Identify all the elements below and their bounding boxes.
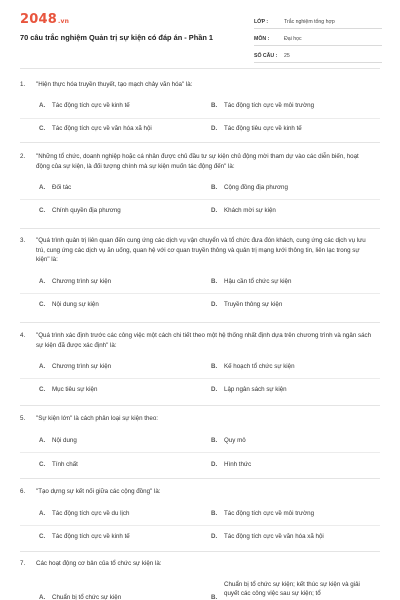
question-text: Các hoạt động cơ bản của tổ chức sự kiện là: — [36, 560, 162, 567]
question-text: "Quá trình xác định trước các công việc một cách chi tiết theo một hệ thống nhất định dựa trên chương trình và ngân sách sự kiện đã được xác định" là: — [36, 332, 372, 349]
option-d[interactable] — [211, 460, 376, 469]
option-b[interactable] — [211, 436, 376, 445]
option-letter: C. — [39, 460, 46, 468]
option-letter: A. — [39, 509, 46, 517]
option-c[interactable] — [39, 385, 199, 394]
option-text: Tác động tích cực về văn hóa xã hội — [224, 532, 324, 540]
option-a[interactable] — [39, 183, 199, 192]
question-number: 3. — [20, 237, 26, 244]
option-letter: A. — [39, 101, 46, 109]
option-letter: B. — [211, 363, 218, 370]
question-number: 1. — [20, 81, 26, 88]
option-letter: A. — [39, 436, 46, 444]
meta-value[interactable]: Trắc nghiệm tổng hợp — [284, 19, 335, 25]
option-letter: A. — [39, 184, 46, 191]
option-text: Tác động tích cực về kinh tế — [52, 101, 130, 109]
option-letter: C. — [39, 300, 46, 308]
option-text: Tác động tích cực về kinh tế — [52, 532, 130, 540]
site-logo[interactable] — [20, 12, 69, 27]
option-letter: C. — [39, 207, 46, 214]
document-title: 70 câu trắc nghiệm Quản trị sự kiện có đáp án - Phần 1 — [20, 33, 214, 42]
option-letter: D. — [211, 207, 218, 214]
question-divider — [20, 551, 380, 552]
option-letter: A. — [39, 277, 46, 285]
option-b[interactable] — [211, 101, 376, 110]
option-text: Tác động tích cực về văn hóa xã hội — [52, 124, 152, 132]
option-b[interactable] — [211, 183, 376, 192]
option-letter: D. — [211, 124, 218, 132]
option-c[interactable] — [39, 460, 199, 469]
option-text: Kế hoạch tổ chức sự kiện — [224, 363, 295, 370]
option-letter: D. — [211, 300, 218, 308]
option-letter: A. — [39, 593, 46, 600]
question-divider — [20, 322, 380, 323]
page-header — [0, 0, 400, 70]
option-d[interactable] — [211, 206, 376, 215]
option-divider — [20, 293, 380, 294]
option-d[interactable] — [211, 385, 376, 394]
option-c[interactable] — [39, 300, 199, 309]
option-d[interactable] — [211, 124, 376, 133]
logo-main: 2048 — [20, 12, 57, 27]
option-text: Tính chất — [52, 460, 78, 468]
logo-suffix: .vn — [57, 18, 70, 25]
option-text: Chuẩn bị tổ chức sự kiện — [52, 593, 122, 600]
option-text: Chuẩn bị tổ chức sự kiện; kết thúc sự kiện và giải quyết các công việc sau sự kiện; tổ — [224, 580, 360, 597]
question-4 — [20, 331, 380, 403]
option-d[interactable] — [211, 300, 376, 309]
meta-row-class — [254, 12, 382, 29]
option-divider — [20, 378, 380, 379]
option-b[interactable] — [211, 509, 376, 518]
question-divider — [20, 405, 380, 406]
option-text: Hình thức — [224, 460, 252, 468]
option-text: Lập ngân sách sự kiện — [224, 386, 287, 393]
question-text: "Quá trình quản trị liên quan đến cung ứng các dịch vụ vận chuyển và tổ chức đưa đón khách, cung ứng các dịch vụ lưu trú, cung ứng các dịch vụ ăn uống, quan hệ với cơ quan truyền thông và quản trị mạng lưới thông tin, liên lạc trong sự kiện" là: — [36, 237, 366, 263]
option-a[interactable] — [39, 593, 199, 600]
question-divider — [20, 142, 380, 143]
meta-value[interactable]: Đại học — [284, 36, 302, 42]
option-text: Mục tiêu sự kiện — [52, 386, 98, 393]
option-d[interactable] — [211, 532, 376, 541]
option-letter: C. — [39, 124, 46, 132]
question-text: "Hiện thực hóa truyền thuyết, tạo mạch chảy văn hóa" là: — [36, 81, 193, 88]
option-text: Tác động tích cực về du lịch — [52, 509, 130, 517]
option-letter: B. — [211, 101, 218, 109]
question-7 — [20, 559, 380, 600]
question-1 — [20, 80, 380, 143]
option-c[interactable] — [39, 532, 199, 541]
question-text: "Sự kiện lớn" là cách phân loại sự kiện theo: — [36, 415, 158, 422]
option-letter: A. — [39, 363, 46, 370]
option-a[interactable] — [39, 362, 199, 371]
question-number: 2. — [20, 153, 26, 160]
option-text: Đối tác — [52, 184, 72, 191]
meta-row-subject — [254, 29, 382, 46]
option-letter: B. — [211, 436, 218, 444]
option-a[interactable] — [39, 509, 199, 518]
option-letter: B. — [211, 184, 218, 191]
question-number: 7. — [20, 560, 26, 567]
option-divider — [20, 525, 380, 526]
option-text: Nội dung sự kiện — [52, 300, 99, 308]
option-text: Hậu cần tổ chức sự kiện — [224, 277, 292, 285]
option-letter: C. — [39, 386, 46, 393]
option-divider — [20, 452, 380, 453]
option-letter: B. — [211, 593, 218, 600]
option-letter: D. — [211, 460, 218, 468]
meta-key: MÔN : — [254, 36, 270, 42]
option-text: Tác động tích cực về môi trường — [224, 101, 315, 109]
question-text: "Những tổ chức, doanh nghiệp hoặc cá nhân được chủ đầu tư sự kiện chủ động mời tham dự vào các diễn biến, hoạt động của sự kiện, là đối tượng chính mà sự kiện muốn tác động đến" là: — [36, 153, 359, 170]
meta-row-count — [254, 46, 382, 63]
option-text: Quy mô — [224, 436, 246, 444]
option-divider — [20, 199, 380, 200]
option-b[interactable] — [211, 362, 376, 371]
option-c[interactable] — [39, 124, 199, 133]
option-text: Khách mời sự kiện — [224, 207, 276, 214]
option-text: Chương trình sự kiện — [52, 363, 112, 370]
option-a[interactable] — [39, 436, 199, 445]
question-divider — [20, 478, 380, 479]
question-5 — [20, 414, 380, 477]
question-2 — [20, 152, 380, 224]
meta-key: LỚP : — [254, 19, 269, 25]
option-text: Tác động tích cực về môi trường — [224, 509, 315, 517]
option-text: Truyền thông sự kiện — [224, 300, 283, 308]
option-a[interactable] — [39, 101, 199, 110]
header-divider — [20, 68, 380, 69]
option-text: Chính quyền địa phương — [52, 207, 121, 214]
option-text: Chương trình sự kiện — [52, 277, 112, 285]
option-b[interactable] — [211, 580, 376, 600]
option-letter: B. — [211, 509, 218, 517]
option-divider — [20, 118, 380, 119]
option-letter: D. — [211, 532, 218, 540]
option-text: Cộng đồng địa phương — [224, 184, 288, 191]
question-divider — [20, 228, 380, 229]
option-letter: C. — [39, 532, 46, 540]
document-meta — [254, 12, 382, 63]
meta-value: 25 — [284, 53, 290, 59]
question-number: 5. — [20, 415, 26, 422]
question-number: 6. — [20, 488, 26, 495]
question-text: "Tạo dựng sự kết nối giữa các cộng đồng" là: — [36, 488, 161, 495]
question-number: 4. — [20, 332, 26, 339]
option-b[interactable] — [211, 277, 376, 286]
option-letter: D. — [211, 386, 218, 393]
question-6 — [20, 487, 380, 550]
option-text: Nội dung — [52, 436, 77, 444]
question-3 — [20, 236, 380, 318]
option-c[interactable] — [39, 206, 199, 215]
meta-key: SỐ CÂU : — [254, 53, 278, 59]
option-a[interactable] — [39, 277, 199, 286]
option-letter: B. — [211, 277, 218, 285]
option-text: Tác động tiêu cực về kinh tế — [224, 124, 302, 132]
